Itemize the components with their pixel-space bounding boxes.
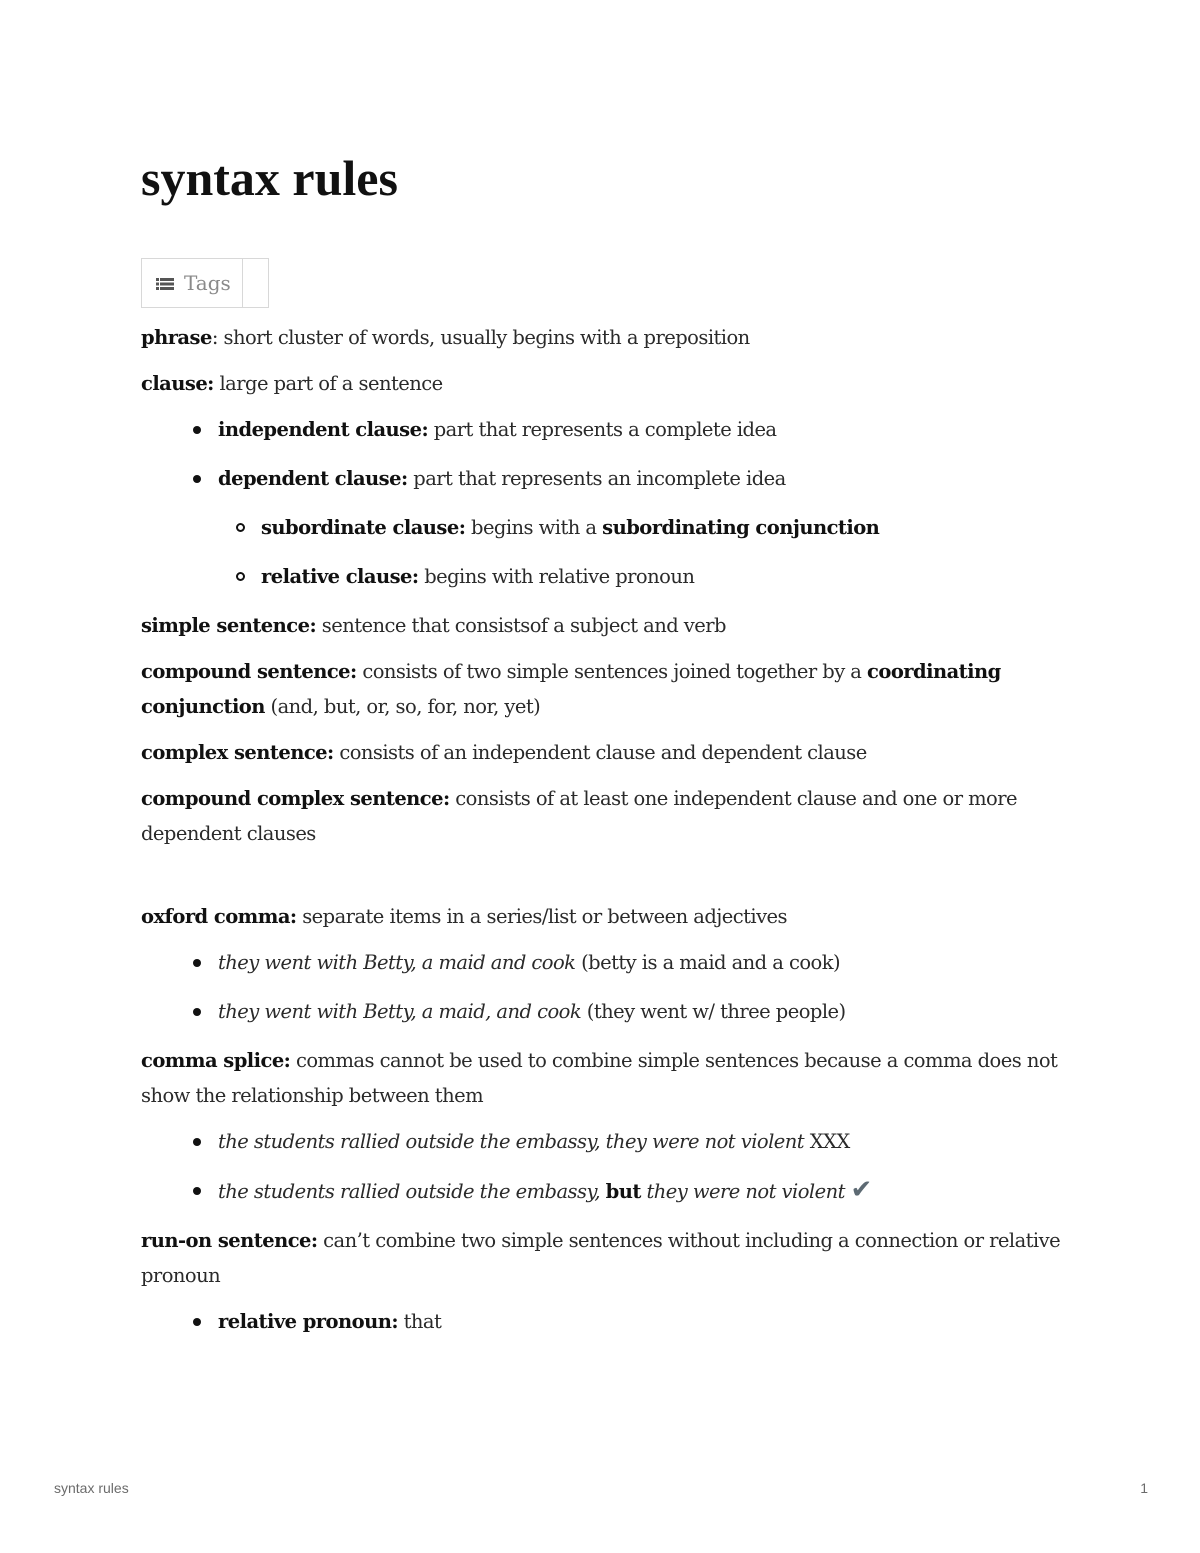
- list-item-dependent-clause: [141, 461, 1061, 594]
- example-item: [141, 945, 1061, 980]
- emphasis: subordinating conjunction: [602, 516, 880, 539]
- run-on-list: [141, 1304, 1061, 1339]
- list-item-subordinate-clause: [218, 510, 1061, 545]
- example-note: (they went w/ three people): [581, 1000, 846, 1023]
- term: compound sentence:: [141, 660, 357, 683]
- definition-oxford-comma: [141, 899, 1061, 934]
- definition-simple-sentence: [141, 608, 1061, 643]
- tags-value[interactable]: [243, 259, 268, 307]
- term: simple sentence:: [141, 614, 317, 637]
- definition-text: consists of an independent clause and dependent clause: [333, 741, 867, 764]
- term: dependent clause:: [218, 467, 408, 490]
- list-icon: [156, 276, 174, 290]
- dependent-clause-sublist: [218, 510, 1061, 594]
- term: oxford comma:: [141, 905, 297, 928]
- term: clause:: [141, 372, 214, 395]
- example-note: XXX: [804, 1130, 850, 1153]
- term: relative clause:: [261, 565, 419, 588]
- example-text: they went with Betty, a maid, and cook: [218, 1000, 582, 1023]
- example-item-incorrect: [141, 1124, 1061, 1159]
- definition-text: can’t combine two simple sentences without including a connection or relative pronoun: [141, 1229, 1061, 1287]
- comma-splice-examples: [141, 1124, 1061, 1209]
- example-text: the students rallied outside the embassy, they were not violent: [218, 1130, 805, 1153]
- example-note: (betty is a maid and a cook): [575, 951, 841, 974]
- term: phrase: [141, 326, 212, 349]
- footer-page-number: 1: [1140, 1480, 1148, 1496]
- checkmark-icon: ✔: [850, 1175, 872, 1205]
- definition-compound-complex-sentence: [141, 781, 1061, 851]
- term: subordinate clause:: [261, 516, 466, 539]
- term: compound complex sentence:: [141, 787, 450, 810]
- tags-label: Tags: [184, 271, 231, 295]
- definition-text: begins with a: [465, 516, 603, 539]
- definition-text: consists of two simple sentences joined together by a: [356, 660, 868, 683]
- tags-property-label[interactable]: [142, 259, 243, 307]
- emphasis: coordinating conjunction: [141, 660, 1001, 718]
- example-text: they were not violent: [640, 1180, 851, 1203]
- definition-text: sentence that consistsof a subject and verb: [316, 614, 726, 637]
- term: relative pronoun:: [218, 1310, 398, 1333]
- example-item: [141, 994, 1061, 1029]
- definition-text: that: [397, 1310, 442, 1333]
- list-item-independent-clause: [141, 412, 1061, 447]
- footer-doc-name: syntax rules: [54, 1480, 129, 1496]
- term: run-on sentence:: [141, 1229, 318, 1252]
- list-item-relative-clause: [218, 559, 1061, 594]
- definition-run-on-sentence: [141, 1223, 1061, 1293]
- definition-text: separate items in a series/list or between adjectives: [296, 905, 788, 928]
- definition-phrase: [141, 320, 1061, 355]
- example-text: the students rallied outside the embassy,: [218, 1180, 606, 1203]
- tags-property[interactable]: [141, 258, 269, 308]
- page-title: syntax rules: [141, 150, 398, 206]
- definition-tail: (and, but, or, so, for, nor, yet): [264, 695, 541, 718]
- term: complex sentence:: [141, 741, 334, 764]
- definition-text: part that represents an incomplete idea: [407, 467, 786, 490]
- document-body: [141, 320, 1061, 1353]
- definition-text: consists of at least one independent clause and one or more dependent clauses: [141, 787, 1018, 845]
- definition-text: commas cannot be used to combine simple sentences because a comma does not show the relationship between them: [141, 1049, 1058, 1107]
- term: comma splice:: [141, 1049, 291, 1072]
- empty-line: [141, 862, 1061, 899]
- term: independent clause:: [218, 418, 429, 441]
- definition-text: begins with relative pronoun: [418, 565, 695, 588]
- example-text: they went with Betty, a maid and cook: [218, 951, 576, 974]
- definition-text: part that represents a complete idea: [428, 418, 777, 441]
- definition-text: large part of a sentence: [213, 372, 443, 395]
- definition-complex-sentence: [141, 735, 1061, 770]
- definition-text: : short cluster of words, usually begins with a preposition: [211, 326, 750, 349]
- definition-comma-splice: [141, 1043, 1061, 1113]
- example-item-correct: [141, 1173, 1061, 1209]
- definition-clause: [141, 366, 1061, 401]
- list-item-relative-pronoun: [141, 1304, 1061, 1339]
- clause-types-list: [141, 412, 1061, 594]
- definition-compound-sentence: [141, 654, 1061, 724]
- emphasis: but: [605, 1180, 641, 1203]
- oxford-comma-examples: [141, 945, 1061, 1029]
